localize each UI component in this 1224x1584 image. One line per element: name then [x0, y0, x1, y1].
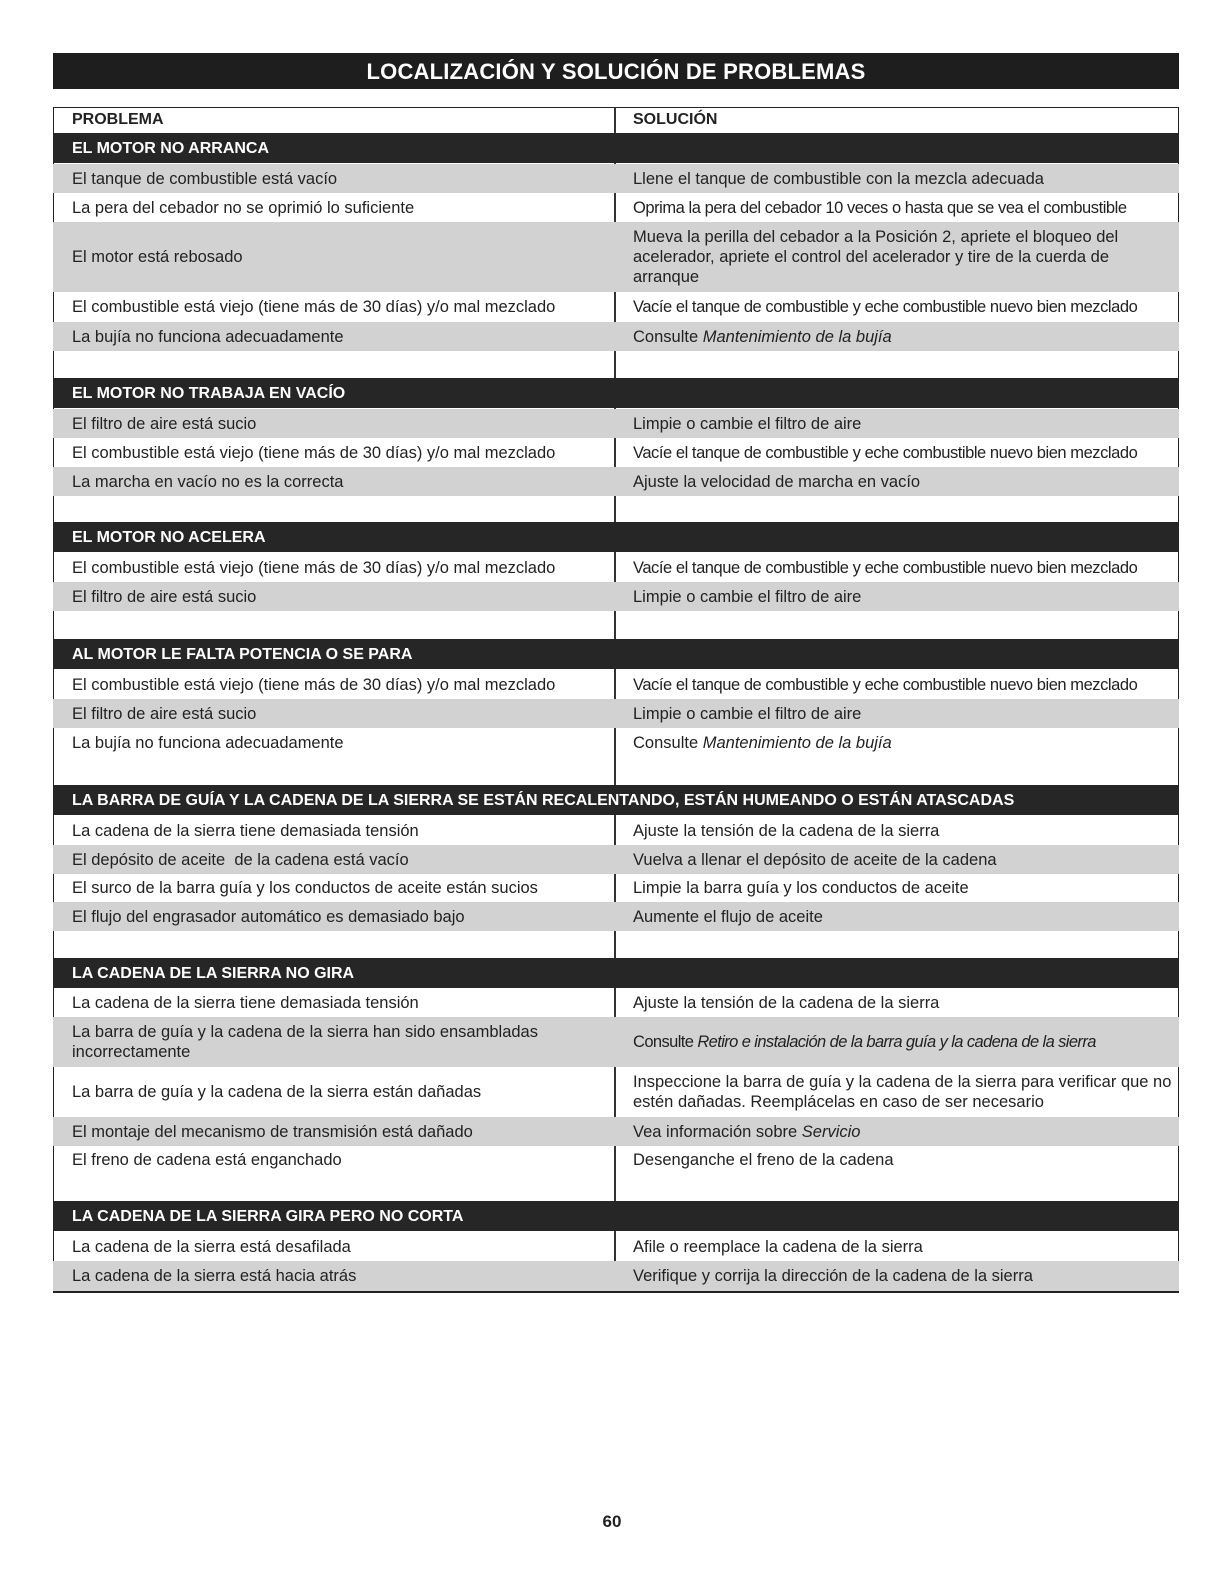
solution-cell: Inspeccione la barra de guía y la cadena de la sierra para verificar que no estén dañadas. Reemplácelas en caso de ser necesario [633, 1073, 1172, 1111]
solution-cell: Vacíe el tanque de combustible y eche combustible nuevo bien mezclado [633, 558, 1138, 577]
problem-cell: La barra de guía y la cadena de la sierra han sido ensambladas incorrectamente [72, 1023, 538, 1061]
problem-cell: La marcha en vacío no es la correcta [72, 472, 344, 491]
table-row [53, 670, 1179, 699]
solution-cell: Ajuste la velocidad de marcha en vacío [633, 472, 921, 491]
table-row [53, 816, 1179, 845]
problem-cell: La cadena de la sierra tiene demasiada tensión [72, 821, 419, 840]
solution-prefix: Consulte [633, 733, 699, 752]
table-row [53, 1261, 1179, 1291]
solution-cell: Vacíe el tanque de combustible y eche combustible nuevo bien mezclado [633, 675, 1138, 694]
problem-cell: El surco de la barra guía y los conductos de aceite están sucios [72, 879, 538, 897]
solution-cell: Aumente el flujo de aceite [633, 907, 823, 926]
page-title: LOCALIZACIÓN Y SOLUCIÓN DE PROBLEMAS [53, 53, 1179, 89]
section-heading: EL MOTOR NO ARRANCA [53, 133, 1179, 163]
table-row [53, 409, 1179, 438]
solution-cell: Oprima la pera del cebador 10 veces o hasta que se vea el combustible [633, 198, 1127, 217]
problem-cell: El filtro de aire está sucio [72, 587, 257, 606]
section-heading: EL MOTOR NO ACELERA [53, 522, 1179, 552]
table-row [53, 699, 1179, 728]
problem-cell: El combustible está viejo (tiene más de 30 días) y/o mal mezclado [72, 298, 556, 316]
problem-cell: El combustible está viejo (tiene más de 30 días) y/o mal mezclado [72, 443, 556, 462]
solution-prefix: Consulte [633, 327, 699, 346]
problem-cell: El combustible está viejo (tiene más de 30 días) y/o mal mezclado [72, 558, 556, 577]
table-row [53, 553, 1179, 582]
problem-cell: La cadena de la sierra está desafilada [72, 1237, 351, 1256]
page-number: 60 [602, 1512, 622, 1531]
problem-cell: La bujía no funciona adecuadamente [72, 733, 344, 752]
table-row [53, 902, 1179, 931]
solution-cell: Vuelva a llenar el depósito de aceite de la cadena [633, 850, 997, 869]
solution-reference: Mantenimiento de la bujía [702, 327, 892, 346]
solution-cell: Limpie la barra guía y los conductos de aceite [633, 879, 969, 897]
solution-cell: Ajuste la tensión de la cadena de la sierra [633, 821, 940, 840]
solution-cell: Verifique y corrija la dirección de la cadena de la sierra [633, 1267, 1033, 1285]
problem-cell: La barra de guía y la cadena de la sierra están dañadas [72, 1083, 482, 1101]
table-row [53, 1117, 1179, 1146]
section-heading: LA CADENA DE LA SIERRA NO GIRA [53, 958, 1179, 988]
section-heading: AL MOTOR LE FALTA POTENCIA O SE PARA [53, 639, 1179, 669]
problem-column-header: PROBLEMA [72, 111, 164, 128]
table-row [53, 1017, 1179, 1067]
table-row [53, 292, 1179, 322]
problem-cell: El motor está rebosado [72, 248, 243, 266]
section-heading: LA CADENA DE LA SIERRA GIRA PERO NO CORTA [53, 1201, 1179, 1231]
solution-cell: Llene el tanque de combustible con la mezcla adecuada [633, 169, 1044, 188]
solution-column-header: SOLUCIÓN [633, 111, 718, 128]
solution-prefix: Consulte [633, 1033, 694, 1051]
problem-cell: La pera del cebador no se oprimió lo suficiente [72, 198, 415, 217]
solution-cell [633, 1032, 1096, 1052]
table-row [53, 1232, 1179, 1261]
section-heading: LA BARRA DE GUÍA Y LA CADENA DE LA SIERRA SE ESTÁN RECALENTANDO, ESTÁN HUMEANDO O ESTÁN ATASCADAS [53, 785, 1179, 815]
problem-cell: El flujo del engrasador automático es demasiado bajo [72, 907, 465, 926]
problem-cell: La bujía no funciona adecuadamente [72, 327, 344, 346]
problem-cell: La cadena de la sierra tiene demasiada tensión [72, 994, 419, 1012]
solution-cell: Desenganche el freno de la cadena [633, 1151, 894, 1169]
solution-cell [633, 1122, 860, 1142]
problem-cell: La cadena de la sierra está hacia atrás [72, 1267, 357, 1285]
table-row [53, 1067, 1179, 1117]
table-row [53, 874, 1179, 902]
solution-reference: Servicio [801, 1122, 861, 1141]
problem-cell: El combustible está viejo (tiene más de 30 días) y/o mal mezclado [72, 675, 556, 694]
table-row [53, 728, 1179, 757]
solution-cell: Limpie o cambie el filtro de aire [633, 704, 862, 723]
table-row [53, 582, 1179, 611]
problem-cell: El freno de cadena está enganchado [72, 1151, 342, 1169]
problem-cell: El montaje del mecanismo de transmisión está dañado [72, 1122, 473, 1141]
table-row [53, 164, 1179, 193]
table-row [53, 193, 1179, 222]
solution-cell [633, 733, 892, 753]
problem-cell: El tanque de combustible está vacío [72, 169, 338, 188]
problem-cell: El depósito de aceite de la cadena está vacío [72, 850, 409, 869]
table-row [53, 438, 1179, 467]
solution-cell: Vacíe el tanque de combustible y eche combustible nuevo bien mezclado [633, 298, 1138, 316]
solution-cell: Vacíe el tanque de combustible y eche combustible nuevo bien mezclado [633, 443, 1138, 462]
table-row [53, 322, 1179, 351]
problem-cell: El filtro de aire está sucio [72, 704, 257, 723]
solution-cell: Ajuste la tensión de la cadena de la sierra [633, 994, 940, 1012]
table-row [53, 222, 1179, 292]
table-row [53, 467, 1179, 496]
solution-cell: Afile o reemplace la cadena de la sierra [633, 1237, 923, 1256]
solution-cell [633, 327, 892, 347]
table-row [53, 845, 1179, 874]
section-heading: EL MOTOR NO TRABAJA EN VACÍO [53, 378, 1179, 408]
solution-cell: Limpie o cambie el filtro de aire [633, 587, 862, 606]
table-row [53, 989, 1179, 1017]
table-row [53, 1146, 1179, 1174]
table-header [53, 108, 1179, 132]
solution-cell: Limpie o cambie el filtro de aire [633, 414, 862, 433]
table-bottom-rule [53, 1291, 1179, 1293]
solution-cell: Mueva la perilla del cebador a la Posición 2, apriete el bloqueo del acelerador, apriete el control del acelerador y tire de la cuerda de arranque [633, 228, 1119, 286]
solution-reference: Retiro e instalación de la barra guía y la cadena de la sierra [697, 1033, 1096, 1051]
problem-cell: El filtro de aire está sucio [72, 414, 257, 433]
solution-reference: Mantenimiento de la bujía [702, 733, 892, 752]
solution-prefix: Vea información sobre [633, 1122, 798, 1141]
